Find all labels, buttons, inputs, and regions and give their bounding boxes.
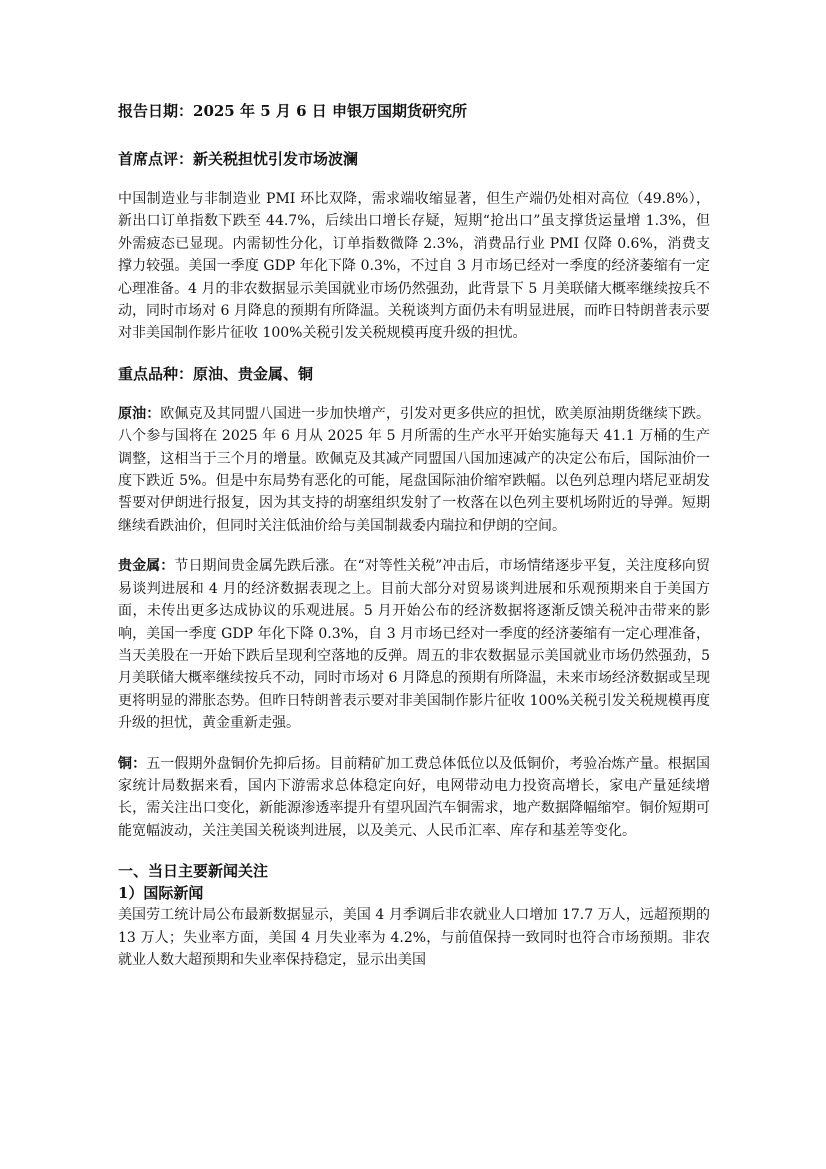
copper-paragraph <box>118 753 710 843</box>
crude-oil-text: 欧佩克及其同盟八国进一步加快增产，引发对更多供应的担忧，欧美原油期货继续下跌。八个参与国将在 2025 年 6 月从 2025 年 5 月所需的生产水平开始实施每天 41.1 万桶的生产调整，这相当于三个月的增量。欧佩克及其减产同盟国八国加速减产的决定公布后，国际油价一度下跌近 5%。但是中东局势有恶化的可能，尾盘国际油价缩窄跌幅。以色列总理内塔尼亚胡发誓要对伊朗进行报复，因为其支持的胡塞组织发射了一枚落在以色列主要机场附近的导弹。短期继续看跌油价，但同时关注低油价给与美国制裁委内瑞拉和伊朗的空间。 <box>118 405 711 534</box>
copper-text: 五一假期外盘铜价先抑后扬。目前精矿加工费总体低位以及低铜价，考验冶炼产量。根据国家统计局数据来看，国内下游需求总体稳定向好，电网带动电力投资高增长，家电产量延续增长，需关注出口变化，新能源渗透率提升有望巩固汽车铜需求，地产数据降幅缩窄。铜价短期可能宽幅波动，关注美国关税谈判进展，以及美元、人民币汇率、库存和基差等变化。 <box>118 755 711 839</box>
international-news-body: 美国劳工统计局公布最新数据显示，美国 4 月季调后非农就业人口增加 17.7 万人，远超预期的 13 万人；失业率方面，美国 4 月失业率为 4.2%，与前值保持一致同时也符合市场预期。非农就业人数大超预期和失业率保持稳定，显示出美国 <box>118 907 710 968</box>
precious-metals-text: 节日期间贵金属先跌后涨。在“对等性关税”冲击后，市场情绪逐步平复，关注度移向贸易谈判进展和 4 月的经济数据表现之上。目前大部分对贸易谈判进展和乐观预期来自于美国方面，未传出更多达成协议的乐观进展。5 月开始公布的经济数据将逐渐反馈关税冲击带来的影响，美国一季度 GDP 年化下降 0.3%，自 3 月市场已经对一季度的经济萎缩有一定心理准备，当天美股在一开始下跌后呈现利空落地的反弹。周五的非农数据显示美国就业市场仍然强劲，5 月美联储大概率继续按兵不动，同时市场对 6 月降息的预期有所降温，未来市场经济数据或呈现更将明显的滞胀态势。但昨日特朗普表示要对非美国制作影片征收 100%关税引发关税规模再度升级的担忧，黄金重新走强。 <box>118 558 711 732</box>
chief-comment-title: 首席点评：新关税担忧引发市场波澜 <box>118 150 359 168</box>
news-section-title: 一、当日主要新闻关注 <box>118 862 269 881</box>
chief-comment-body: 中国制造业与非制造业 PMI 环比双降，需求端收缩显著，但生产端仍处相对高位（49.8%），新出口订单指数下跌至 44.7%，后续出口增长存疑，短期“抢出口”虽支撑货运量增 1.3%，但外需疲态已显现。内需韧性分化，订单指数微降 2.3%，消费品行业 PMI 仅降 0.6%，消费支撑力较强。美国一季度 GDP 年化下降 0.3%，不过自 3 月市场已经对一季度的经济萎缩有一定心理准备。4 月的非农数据显示美国就业市场仍然强劲，此背景下 5 月美联储大概率继续按兵不动，同时市场对 6 月降息的预期有所降温。关税谈判方面仍未有明显进展，而昨日特朗普表示要对非美国制作影片征收 100%关税引发关税规模再度升级的担忧。 <box>118 191 710 342</box>
crude-oil-label: 原油： <box>118 405 161 422</box>
report-date-header: 报告日期：2025 年 5 月 6 日 申银万国期货研究所 <box>118 102 467 120</box>
crude-oil-paragraph <box>118 403 710 537</box>
copper-label: 铜： <box>118 755 147 772</box>
key-products-title: 重点品种：原油、贵金属、铜 <box>118 364 314 383</box>
precious-metals-label: 贵金属： <box>118 558 175 575</box>
international-news-title: 1）国际新闻 <box>118 884 204 903</box>
document-content <box>118 100 710 989</box>
precious-metals-paragraph <box>118 555 710 734</box>
